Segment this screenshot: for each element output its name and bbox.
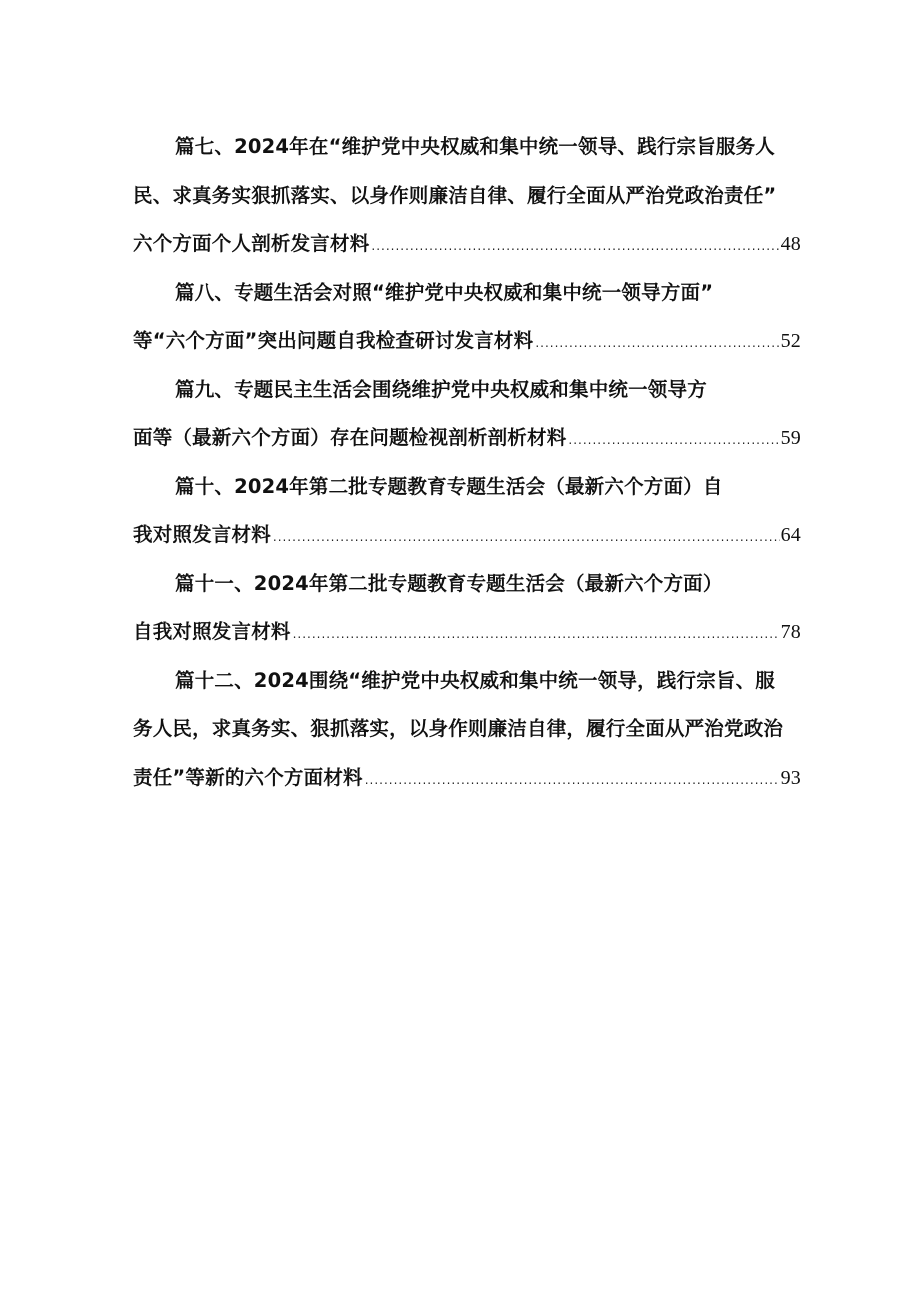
- toc-entry-12[interactable]: [133, 662, 801, 808]
- toc-entry-last-line: [133, 322, 801, 371]
- toc-entry-line: 面等（最新六个方面）存在问题检视剖析剖析材料: [133, 426, 567, 449]
- toc-entry-10[interactable]: [133, 468, 801, 565]
- table-of-contents: [133, 128, 801, 807]
- dot-leader: [293, 615, 780, 653]
- dot-leader: [365, 761, 780, 799]
- toc-entry-9[interactable]: [133, 371, 801, 468]
- toc-entry-line: 篇九、专题民主生活会围绕维护党中央权威和集中统一领导方: [175, 377, 707, 401]
- toc-entry-last-line: [133, 759, 801, 808]
- toc-entry-line: 六个方面个人剖析发言材料: [133, 232, 370, 255]
- dot-leader: [273, 518, 780, 556]
- toc-entry-line: 篇十二、2024围绕“维护党中央权威和集中统一领导，践行宗旨、服: [175, 668, 775, 692]
- toc-entry-line: 等“六个方面”突出问题自我检查研讨发言材料: [133, 329, 534, 352]
- toc-entry-8[interactable]: [133, 274, 801, 371]
- toc-entry-line: 篇八、专题生活会对照“维护党中央权威和集中统一领导方面”: [175, 280, 714, 304]
- toc-entry-7[interactable]: [133, 128, 801, 274]
- toc-entry-last-line: [133, 516, 801, 565]
- toc-entry-last-line: [133, 225, 801, 274]
- page-number: 48: [780, 233, 801, 255]
- toc-entry-line: 务人民，求真务实、狠抓落实，以身作则廉洁自律，履行全面从严治党政治: [133, 717, 784, 740]
- toc-entry-line: 篇七、2024年在“维护党中央权威和集中统一领导、践行宗旨服务人: [175, 135, 775, 158]
- toc-entry-11[interactable]: [133, 565, 801, 662]
- page-number: 52: [780, 330, 801, 352]
- toc-entry-last-line: [133, 419, 801, 468]
- dot-leader: [535, 324, 779, 362]
- toc-entry-line: 我对照发言材料: [133, 523, 271, 546]
- toc-entry-line: 篇十、2024年第二批专题教育专题生活会（最新六个方面）自: [175, 474, 723, 498]
- toc-entry-line: 篇十一、2024年第二批专题教育专题生活会（最新六个方面）: [175, 571, 723, 595]
- dot-leader: [568, 421, 779, 459]
- page-number: 59: [780, 427, 801, 449]
- page-number: 64: [780, 524, 801, 546]
- toc-entry-line: 民、求真务实狠抓落实、以身作则廉洁自律、履行全面从严治党政治责任”: [133, 183, 777, 207]
- toc-entry-line: 责任”等新的六个方面材料: [133, 765, 363, 789]
- page-number: 93: [780, 766, 801, 789]
- dot-leader: [371, 227, 779, 265]
- page-number: 78: [780, 621, 801, 643]
- toc-entry-last-line: [133, 613, 801, 662]
- toc-entry-line: 自我对照发言材料: [133, 620, 291, 643]
